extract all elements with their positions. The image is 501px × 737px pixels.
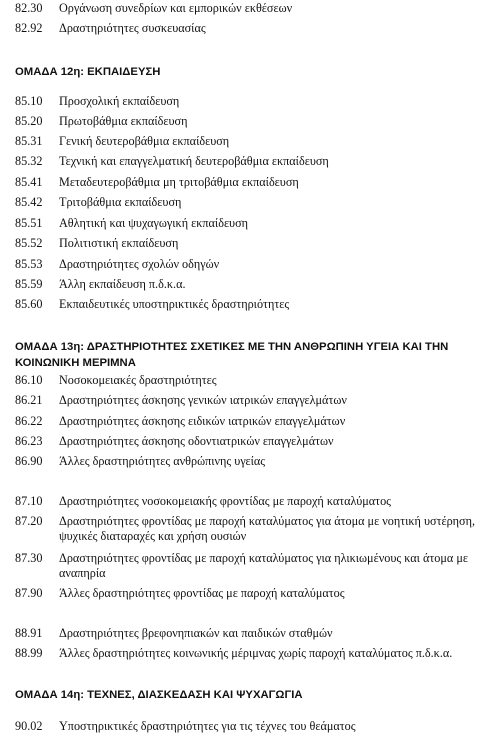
activity-code: 85.53 — [15, 257, 43, 271]
activity-description: Οργάνωση συνεδρίων και εμπορικών εκθέσεων — [59, 1, 293, 15]
activity-code: 85.32 — [15, 154, 43, 168]
activity-description: Προσχολική εκπαίδευση — [59, 94, 180, 108]
activity-description: Άλλες δραστηριότητες ανθρώπινης υγείας — [59, 454, 266, 468]
activity-code: 87.20 — [15, 514, 43, 528]
activity-code: 85.41 — [15, 175, 43, 189]
activity-code: 87.10 — [15, 494, 43, 508]
activity-description: Υποστηρικτικές δραστηριότητες για τις τέχνες του θεάματος — [59, 719, 356, 733]
activity-description: Άλλη εκπαίδευση π.δ.κ.α. — [59, 277, 186, 291]
activity-code: 87.90 — [15, 586, 43, 600]
activity-description: Δραστηριότητες άσκησης οδοντιατρικών επαγγελμάτων — [59, 434, 334, 448]
activity-code: 82.30 — [15, 1, 43, 15]
activity-code: 85.60 — [15, 297, 43, 311]
activity-code: 85.31 — [15, 134, 43, 148]
activity-code: 85.59 — [15, 277, 43, 291]
activity-description: Τεχνική και επαγγελματική δευτεροβάθμια εκπαίδευση — [59, 154, 329, 168]
group-heading: ΟΜΑΔΑ 13η: ΔΡΑΣΤΗΡΙΟΤΗΤΕΣ ΣΧΕΤΙΚΕΣ ΜΕ ΤΗΝ ΑΝΘΡΩΠΙΝΗ ΥΓΕΙΑ ΚΑΙ ΤΗΝ ΚΟΙΝΩΝΙΚΗ ΜΕΡΙΜΝΑ — [15, 341, 449, 369]
activity-code: 88.99 — [15, 646, 43, 660]
activity-description: Δραστηριότητες φροντίδας με παροχή καταλύματος για ηλικιωμένους και άτομα με αναπηρία — [59, 551, 468, 580]
activity-code: 86.22 — [15, 414, 43, 428]
activity-description: Δραστηριότητες συσκευασίας — [59, 21, 206, 35]
group-heading: ΟΜΑΔΑ 12η: ΕΚΠΑΙΔΕΥΣΗ — [15, 66, 161, 78]
activity-description: Νοσοκομειακές δραστηριότητες — [59, 373, 217, 387]
activity-description: Δραστηριότητες βρεφονηπιακών και παιδικών σταθμών — [59, 626, 333, 640]
activity-code: 85.51 — [15, 216, 43, 230]
activity-code: 85.42 — [15, 195, 43, 209]
activity-description: Άλλες δραστηριότητες κοινωνικής μέριμνας χωρίς παροχή καταλύματος π.δ.κ.α. — [59, 646, 453, 660]
activity-code: 86.21 — [15, 393, 43, 407]
activity-code: 85.20 — [15, 114, 43, 128]
activity-code: 88.91 — [15, 626, 43, 640]
activity-code: 86.23 — [15, 434, 43, 448]
activity-description: Μεταδευτεροβάθμια μη τριτοβάθμια εκπαίδευση — [59, 175, 299, 189]
group-heading: ΟΜΑΔΑ 14η: ΤΕΧΝΕΣ, ΔΙΑΣΚΕΔΑΣΗ ΚΑΙ ΨΥΧΑΓΩΓΙΑ — [15, 689, 303, 701]
activity-description: Αθλητική και ψυχαγωγική εκπαίδευση — [59, 216, 249, 230]
activity-description: Πρωτοβάθμια εκπαίδευση — [59, 114, 188, 128]
activity-code: 86.90 — [15, 454, 43, 468]
activity-code: 85.52 — [15, 236, 43, 250]
activity-code: 82.92 — [15, 21, 43, 35]
activity-code: 87.30 — [15, 551, 43, 565]
activity-description: Άλλες δραστηριότητες φροντίδας με παροχή καταλύματος — [59, 586, 345, 600]
activity-code: 85.10 — [15, 94, 43, 108]
activity-description: Δραστηριότητες φροντίδας με παροχή καταλύματος για άτομα με νοητική υστέρηση, ψυχικές διαταραχές και χρήση ουσιών — [59, 514, 476, 543]
activity-description: Γενική δευτεροβάθμια εκπαίδευση — [59, 134, 230, 148]
activity-code: 86.10 — [15, 373, 43, 387]
activity-description: Δραστηριότητες άσκησης ειδικών ιατρικών επαγγελμάτων — [59, 414, 346, 428]
activity-description: Δραστηριότητες νοσοκομειακής φροντίδας με παροχή καταλύματος — [59, 494, 392, 508]
activity-description: Τριτοβάθμια εκπαίδευση — [59, 195, 182, 209]
activity-description: Εκπαιδευτικές υποστηρικτικές δραστηριότητες — [59, 297, 290, 311]
activity-code: 90.02 — [15, 719, 43, 733]
activity-description: Πολιτιστική εκπαίδευση — [59, 236, 179, 250]
activity-description: Δραστηριότητες άσκησης γενικών ιατρικών επαγγελμάτων — [59, 393, 347, 407]
activity-description: Δραστηριότητες σχολών οδηγών — [59, 257, 220, 271]
